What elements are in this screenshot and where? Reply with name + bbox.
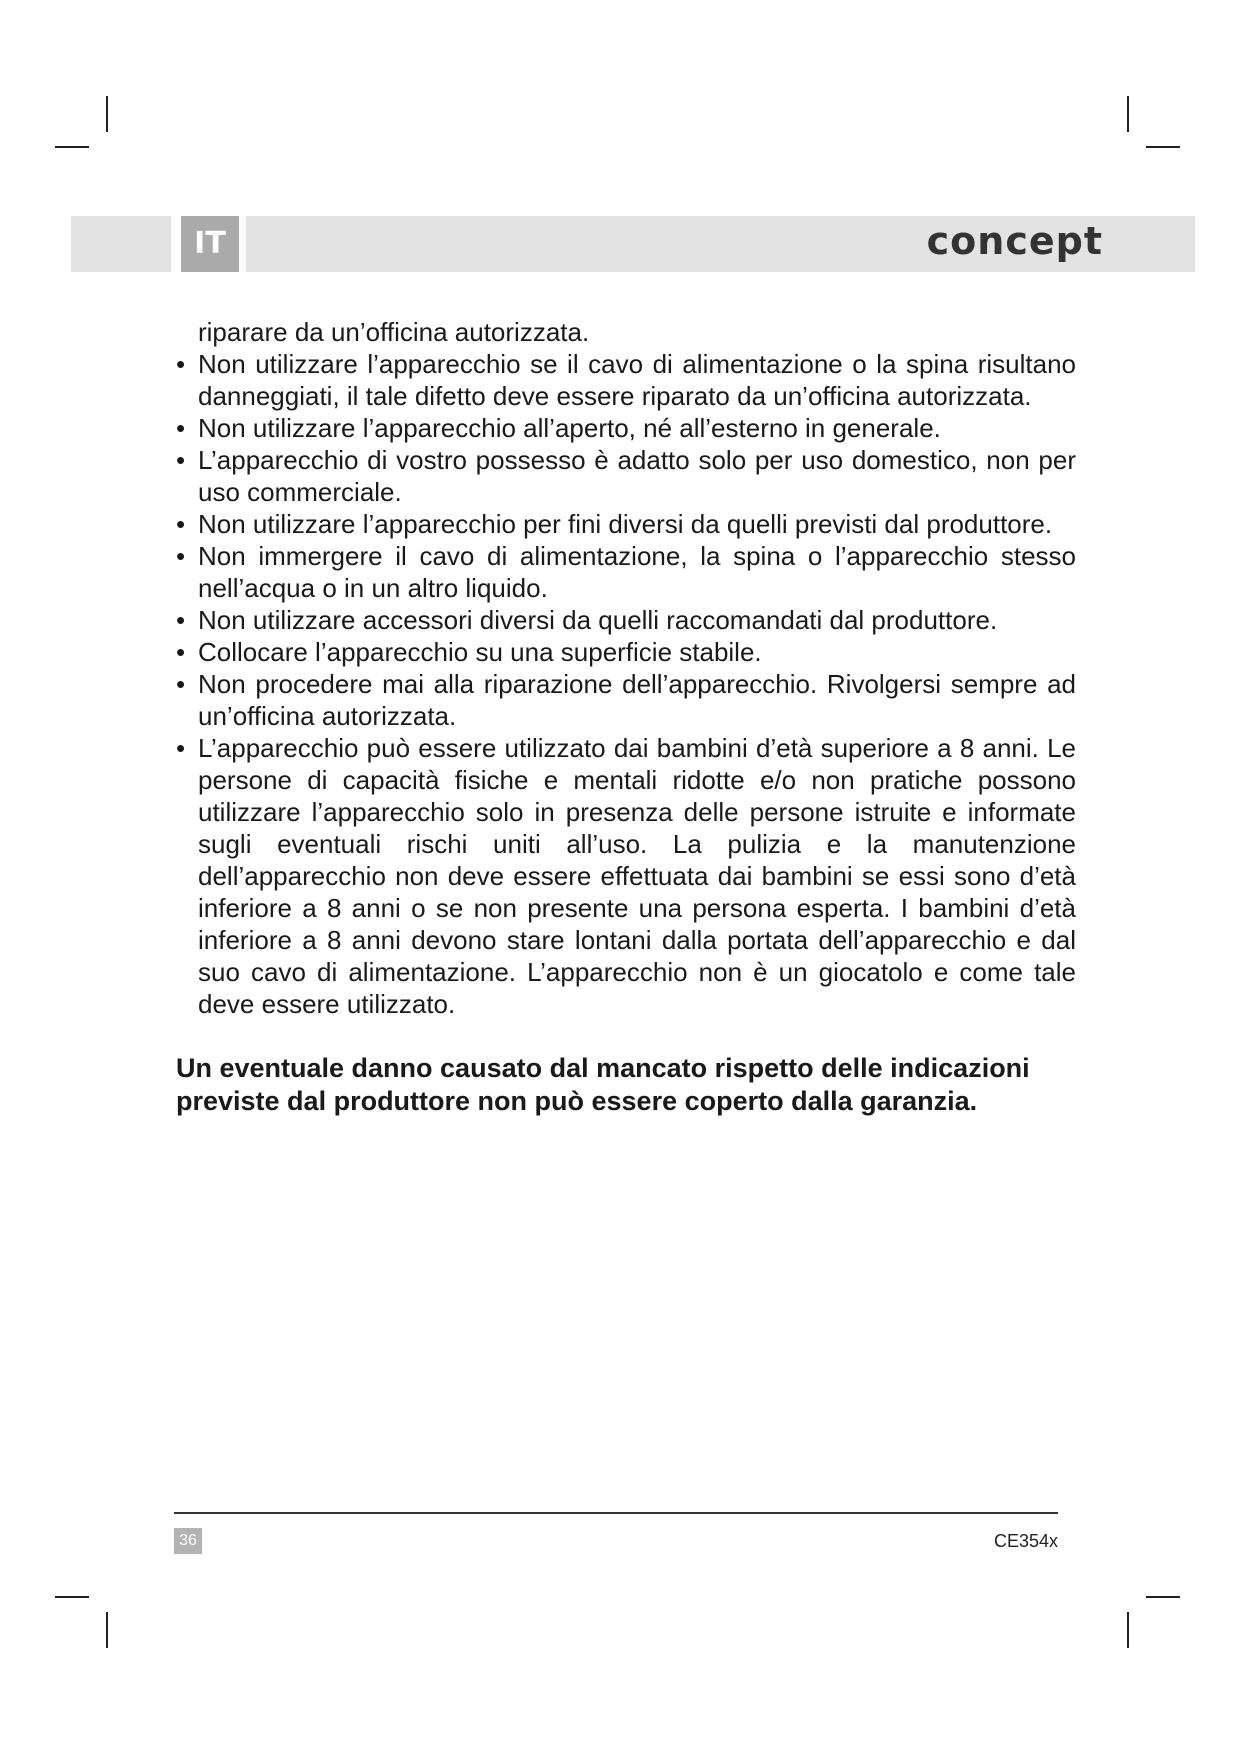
bullet: •	[176, 349, 186, 379]
list-item-text: Non procedere mai alla riparazione dell’apparecchio. Rivolgersi sempre ad un’officina autorizzata.	[198, 669, 1076, 731]
list-item	[176, 604, 1076, 636]
list-item	[176, 636, 1076, 668]
page-content	[176, 316, 1076, 1118]
lead-line: riparare da un’officina autorizzata.	[198, 317, 590, 347]
crop-mark	[1127, 1612, 1129, 1648]
crop-mark	[55, 146, 89, 148]
footer-divider	[174, 1512, 1058, 1514]
list-item-text: L’apparecchio di vostro possesso è adatto solo per uso domestico, non per uso commerciale.	[198, 445, 1076, 507]
bullet: •	[176, 445, 186, 475]
bullet: •	[176, 541, 186, 571]
language-tab: IT	[181, 216, 239, 272]
list-item-text: Collocare l’apparecchio su una superficie stabile.	[198, 637, 762, 667]
bullet: •	[176, 413, 186, 443]
crop-mark	[1146, 146, 1180, 148]
bullet: •	[176, 669, 186, 699]
list-item-text: Non utilizzare l’apparecchio se il cavo di alimentazione o la spina risultano danneggiati, il tale difetto deve essere riparato da un’officina autorizzata.	[198, 349, 1076, 411]
bullet: •	[176, 733, 186, 763]
list-item-text: Non utilizzare l’apparecchio per fini diversi da quelli previsti dal produttore.	[198, 509, 1053, 539]
list-item-text: Non utilizzare accessori diversi da quelli raccomandati dal produttore.	[198, 605, 998, 635]
header-band-left	[71, 216, 171, 272]
warranty-notice: Un eventuale danno causato dal mancato rispetto delle indicazioni previste dal produttore non può essere coperto dalla garanzia.	[176, 1053, 1030, 1116]
bullet: •	[176, 637, 186, 667]
list-item	[176, 668, 1076, 732]
list-item	[176, 444, 1076, 508]
list-item-text: Non immergere il cavo di alimentazione, la spina o l’apparecchio stesso nell’acqua o in un altro liquido.	[198, 541, 1076, 603]
crop-mark	[55, 1596, 89, 1598]
model-code: CE354x	[993, 1531, 1058, 1551]
crop-mark	[1146, 1596, 1180, 1598]
list-item	[176, 732, 1076, 1020]
bullet: •	[176, 509, 186, 539]
list-item	[176, 348, 1076, 412]
page-number: 36	[174, 1528, 202, 1554]
list-item	[176, 540, 1076, 604]
warnings-list	[176, 348, 1076, 1020]
list-item-text: Non utilizzare l’apparecchio all’aperto, né all’esterno in generale.	[198, 413, 941, 443]
crop-mark	[1127, 96, 1129, 132]
list-item	[176, 508, 1076, 540]
crop-mark	[106, 1612, 108, 1648]
bullet: •	[176, 605, 186, 635]
brand-logo: concept	[926, 219, 1103, 263]
list-item	[176, 412, 1076, 444]
list-item-text: L’apparecchio può essere utilizzato dai bambini d’età superiore a 8 anni. Le persone di capacità fisiche e mentali ridotte e/o non pratiche possono utilizzare l’apparecchio solo in presenza delle persone istruite e informate sugli eventuali rischi uniti all’uso. La pulizia e la manutenzione dell’apparecchio non deve essere effettuata dai bambini se essi sono d’età inferiore a 8 anni o se non presente una persona esperta. I bambini d’età inferiore a 8 anni devono stare lontani dalla portata dell’apparecchio e dal suo cavo di alimentazione. L’apparecchio non è un giocatolo e come tale deve essere utilizzato.	[198, 733, 1076, 1019]
crop-mark	[106, 96, 108, 132]
